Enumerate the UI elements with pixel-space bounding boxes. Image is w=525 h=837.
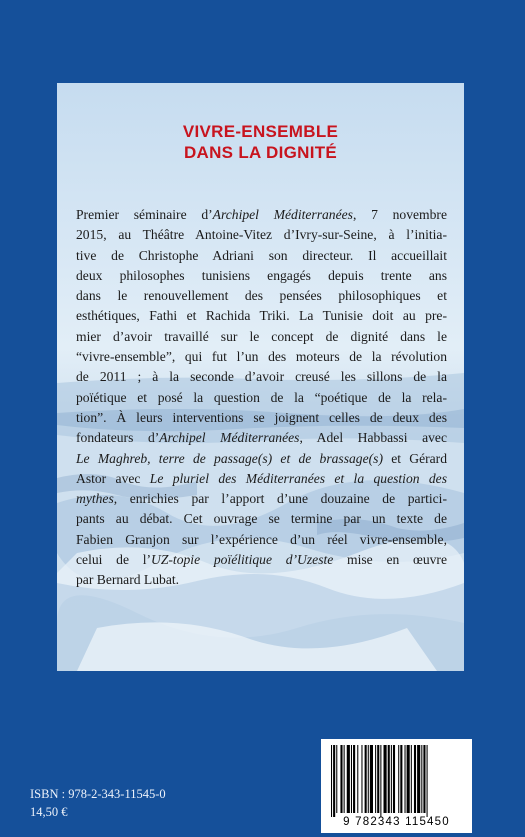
italic-title-text: Archipel Méditerranées [212,207,353,222]
blurb-line [76,550,447,570]
barcode-bar [368,745,369,813]
back-cover-blurb [76,205,447,591]
blurb-text: tion”. À leurs interventions se joignent celles de deux des [76,409,447,425]
blurb-text: , enrichies par l’apport d’une douzaine de partici- [113,491,447,507]
blurb-text: et Gérard [382,450,447,466]
italic-title-text: mythes [76,491,114,507]
blurb-line [76,246,447,266]
barcode-bar [365,745,367,813]
barcode [321,739,472,833]
barcode-bar [384,745,387,813]
blurb-line [76,428,447,448]
blurb-text: par Bernard Lubat. [76,572,180,588]
price-text: 14,50 € [30,805,68,819]
barcode-bar [423,745,425,813]
blurb-text: , Adel Habbassi avec [299,430,447,446]
barcode-bar [340,745,342,813]
blurb-text: 2015, au Théâtre Antoine-Vitez d’Ivry-sur-Seine, à l’initia- [76,227,447,243]
italic-title-text: UZ-topie poïélitique d’Uzeste [151,552,334,568]
blurb-line [76,530,447,550]
blurb-text: mier d’avoir travaillé sur le concept de dignité dans le [76,328,447,344]
blurb-line [76,286,447,306]
blurb-line [76,367,447,387]
barcode-bar [421,745,422,813]
blurb-text: mise en œuvre [333,552,447,568]
blurb-text: tive de Christophe Adriani son directeur. Il accueillait [76,247,447,263]
blurb-text: celui de l’ [76,552,152,568]
barcode-bar [344,745,345,813]
barcode-bar [393,745,395,813]
blurb-text: Astor avec [76,470,150,486]
blurb-line [76,509,447,529]
barcode-bar [388,745,390,813]
blurb-line [76,469,447,489]
barcode-bar [353,745,355,813]
cover-panel [57,83,464,671]
blurb-line [76,388,447,408]
blurb-text: fondateurs d’ [76,430,160,446]
barcode-bar [427,745,428,817]
italic-title-text: Le Maghreb, terre de passage(s) et de brassage(s) [76,450,383,466]
barcode-bar [380,745,381,817]
blurb-line [76,225,447,245]
blurb-line [76,266,447,286]
italic-title-text: Le pluriel des Méditerranées et la question des [149,470,448,486]
title-line-1: VIVRE-ENSEMBLE [182,122,339,141]
barcode-bar [400,745,402,813]
blurb-line [76,570,447,590]
barcode-bar [407,745,410,813]
blurb-line [76,408,447,428]
blurb-line [76,205,447,225]
blurb-text: , 7 novembre [352,207,447,222]
barcode-bar [417,745,420,813]
barcode-bar [331,745,332,817]
barcode-bar [347,745,350,813]
blurb-line [76,327,447,347]
barcode-bar [361,745,362,813]
barcode-bar [351,745,352,813]
blurb-text: pants au débat. Cet ouvrage se termine par un texte de [76,511,447,527]
barcode-number: 9 782343 115450 [343,816,450,828]
italic-title-text: Archipel Méditerranées [159,430,300,446]
barcode-bar [398,745,399,813]
book-title [57,121,464,163]
barcode-bar [414,745,416,813]
barcode-bar [411,745,412,813]
title-line-2: DANS LA DIGNITÉ [183,143,338,162]
barcode-bar [375,745,376,813]
blurb-text: esthétiques, Fathi et Rachida Triki. La Tunisie doit au pre- [76,308,447,324]
blurb-text: de 2011 ; à la seconde d’avoir creusé les sillons de la [76,369,447,385]
blurb-line [76,306,447,326]
barcode-bar [405,745,406,813]
blurb-text: dans le renouvellement des pensées philosophiques et [76,288,447,304]
blurb-line [76,489,447,509]
blurb-text: deux philosophes tunisiens engagés depuis trente ans [76,267,447,283]
barcode-bar [391,745,392,813]
barcode-bar [377,745,379,813]
blurb-line [76,449,447,469]
blurb-text: poïétique et posé la question de la “poétique de la rela- [76,389,447,405]
isbn-text: ISBN : 978-2-343-11545-0 [30,787,166,801]
barcode-bar [370,745,373,813]
barcode-bar [333,745,335,817]
blurb-line [76,347,447,367]
blurb-text: “vivre-ensemble”, qui fut l’un des moteurs de la révolution [76,349,447,365]
blurb-text: Fabien Granjon sur l’expérience d’un réel vivre-ensemble, [76,531,447,547]
blurb-text: Premier séminaire d’ [76,207,213,222]
barcode-bar [336,745,337,813]
barcode-bar [357,745,358,813]
